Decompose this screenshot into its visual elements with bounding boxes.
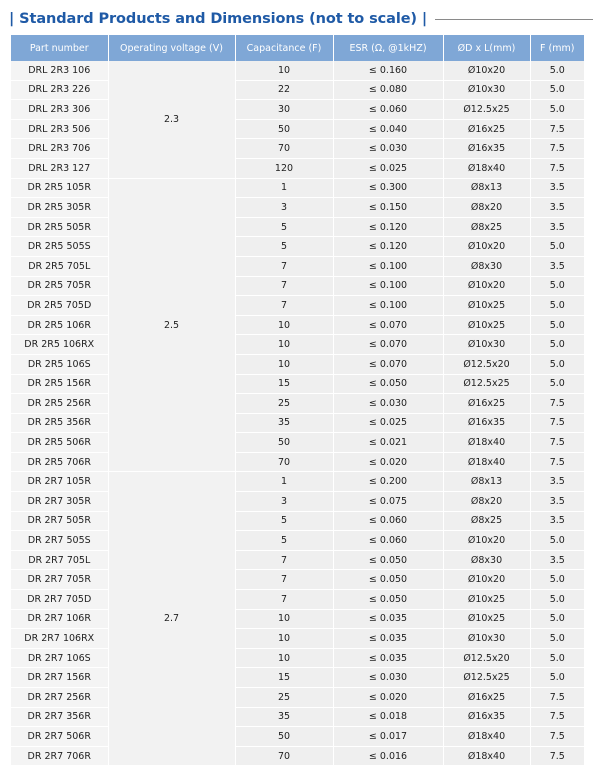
capacitance-cell: 5	[235, 511, 333, 531]
capacitance-cell: 7	[235, 590, 333, 610]
lead-spacing-cell: 7.5	[530, 394, 584, 414]
part-number-cell: DR 2R5 305R	[11, 198, 108, 218]
lead-spacing-cell: 7.5	[530, 433, 584, 453]
capacitance-cell: 10	[235, 629, 333, 649]
capacitance-cell: 10	[235, 648, 333, 668]
table-row	[11, 198, 584, 218]
esr-cell: ≤ 0.035	[333, 609, 443, 629]
dimensions-cell: Ø8x13	[443, 472, 530, 492]
part-number-cell: DRL 2R3 226	[11, 80, 108, 100]
part-number-cell: DR 2R5 256R	[11, 394, 108, 414]
part-number-cell: DR 2R7 705D	[11, 590, 108, 610]
part-number-cell: DR 2R5 106RX	[11, 335, 108, 355]
lead-spacing-cell: 3.5	[530, 492, 584, 512]
lead-spacing-cell: 5.0	[530, 531, 584, 551]
operating-voltage-cell: 2.3	[108, 61, 235, 178]
capacitance-cell: 3	[235, 492, 333, 512]
capacitance-cell: 5	[235, 531, 333, 551]
capacitance-cell: 5	[235, 237, 333, 257]
esr-cell: ≤ 0.160	[333, 61, 443, 80]
lead-spacing-cell: 5.0	[530, 276, 584, 296]
esr-cell: ≤ 0.020	[333, 452, 443, 472]
dimensions-cell: Ø8x20	[443, 198, 530, 218]
capacitance-cell: 50	[235, 119, 333, 139]
capacitance-cell: 7	[235, 550, 333, 570]
table-row	[11, 217, 584, 237]
products-table	[11, 35, 584, 766]
dimensions-cell: Ø10x25	[443, 609, 530, 629]
table-row	[11, 413, 584, 433]
dimensions-cell: Ø8x30	[443, 550, 530, 570]
capacitance-cell: 50	[235, 433, 333, 453]
capacitance-cell: 10	[235, 315, 333, 335]
dimensions-cell: Ø16x35	[443, 707, 530, 727]
table-row	[11, 256, 584, 276]
esr-cell: ≤ 0.060	[333, 511, 443, 531]
esr-cell: ≤ 0.080	[333, 80, 443, 100]
table-row	[11, 570, 584, 590]
table-row	[11, 139, 584, 159]
dimensions-cell: Ø10x25	[443, 590, 530, 610]
lead-spacing-cell: 7.5	[530, 727, 584, 747]
lead-spacing-cell: 5.0	[530, 61, 584, 80]
esr-cell: ≤ 0.020	[333, 688, 443, 708]
table-row	[11, 531, 584, 551]
capacitance-cell: 7	[235, 570, 333, 590]
capacitance-cell: 25	[235, 688, 333, 708]
lead-spacing-cell: 7.5	[530, 688, 584, 708]
dimensions-cell: Ø12.5x25	[443, 100, 530, 120]
esr-cell: ≤ 0.030	[333, 139, 443, 159]
part-number-cell: DR 2R7 305R	[11, 492, 108, 512]
table-row	[11, 80, 584, 100]
esr-cell: ≤ 0.030	[333, 668, 443, 688]
dimensions-cell: Ø16x25	[443, 394, 530, 414]
lead-spacing-cell: 3.5	[530, 550, 584, 570]
esr-cell: ≤ 0.100	[333, 276, 443, 296]
table-row	[11, 688, 584, 708]
table-row	[11, 511, 584, 531]
lead-spacing-cell: 5.0	[530, 590, 584, 610]
capacitance-cell: 5	[235, 217, 333, 237]
dimensions-cell: Ø8x25	[443, 511, 530, 531]
capacitance-cell: 30	[235, 100, 333, 120]
capacitance-cell: 70	[235, 452, 333, 472]
dimensions-cell: Ø16x35	[443, 413, 530, 433]
capacitance-cell: 15	[235, 374, 333, 394]
esr-cell: ≤ 0.040	[333, 119, 443, 139]
table-row	[11, 178, 584, 198]
esr-cell: ≤ 0.120	[333, 217, 443, 237]
esr-cell: ≤ 0.070	[333, 315, 443, 335]
part-number-cell: DR 2R7 505S	[11, 531, 108, 551]
part-number-cell: DR 2R7 705R	[11, 570, 108, 590]
esr-cell: ≤ 0.150	[333, 198, 443, 218]
esr-cell: ≤ 0.018	[333, 707, 443, 727]
capacitance-cell: 1	[235, 472, 333, 492]
lead-spacing-cell: 5.0	[530, 335, 584, 355]
lead-spacing-cell: 5.0	[530, 296, 584, 316]
capacitance-cell: 1	[235, 178, 333, 198]
capacitance-cell: 25	[235, 394, 333, 414]
part-number-cell: DRL 2R3 506	[11, 119, 108, 139]
part-number-cell: DR 2R5 706R	[11, 452, 108, 472]
lead-spacing-cell: 3.5	[530, 217, 584, 237]
table-row	[11, 746, 584, 766]
part-number-cell: DR 2R7 106RX	[11, 629, 108, 649]
dimensions-cell: Ø12.5x20	[443, 648, 530, 668]
esr-cell: ≤ 0.050	[333, 590, 443, 610]
table-row	[11, 707, 584, 727]
table-row	[11, 590, 584, 610]
dimensions-cell: Ø10x20	[443, 570, 530, 590]
capacitance-cell: 3	[235, 198, 333, 218]
capacitance-cell: 22	[235, 80, 333, 100]
lead-spacing-cell: 5.0	[530, 570, 584, 590]
dimensions-cell: Ø10x30	[443, 335, 530, 355]
header-capacitance: Capacitance (F)	[235, 35, 333, 61]
lead-spacing-cell: 7.5	[530, 746, 584, 766]
part-number-cell: DR 2R5 356R	[11, 413, 108, 433]
table-row	[11, 727, 584, 747]
dimensions-cell: Ø16x25	[443, 119, 530, 139]
part-number-cell: DRL 2R3 306	[11, 100, 108, 120]
dimensions-cell: Ø16x25	[443, 688, 530, 708]
dimensions-cell: Ø8x25	[443, 217, 530, 237]
part-number-cell: DRL 2R3 706	[11, 139, 108, 159]
header-esr: ESR (Ω, @1kHZ)	[333, 35, 443, 61]
header-operating-voltage: Operating voltage (V)	[108, 35, 235, 61]
lead-spacing-cell: 5.0	[530, 354, 584, 374]
dimensions-cell: Ø10x25	[443, 315, 530, 335]
dimensions-cell: Ø12.5x20	[443, 354, 530, 374]
capacitance-cell: 10	[235, 335, 333, 355]
dimensions-cell: Ø12.5x25	[443, 374, 530, 394]
esr-cell: ≤ 0.200	[333, 472, 443, 492]
esr-cell: ≤ 0.050	[333, 374, 443, 394]
capacitance-cell: 15	[235, 668, 333, 688]
operating-voltage-cell: 2.7	[108, 472, 235, 766]
dimensions-cell: Ø18x40	[443, 452, 530, 472]
dimensions-cell: Ø16x35	[443, 139, 530, 159]
table-row	[11, 61, 584, 80]
capacitance-cell: 10	[235, 61, 333, 80]
part-number-cell: DRL 2R3 106	[11, 61, 108, 80]
lead-spacing-cell: 5.0	[530, 609, 584, 629]
page-title: | Standard Products and Dimensions (not to scale) |	[9, 11, 428, 27]
esr-cell: ≤ 0.120	[333, 237, 443, 257]
part-number-cell: DR 2R5 705R	[11, 276, 108, 296]
lead-spacing-cell: 3.5	[530, 472, 584, 492]
lead-spacing-cell: 3.5	[530, 178, 584, 198]
esr-cell: ≤ 0.300	[333, 178, 443, 198]
part-number-cell: DR 2R7 106S	[11, 648, 108, 668]
esr-cell: ≤ 0.050	[333, 550, 443, 570]
part-number-cell: DR 2R7 106R	[11, 609, 108, 629]
dimensions-cell: Ø8x20	[443, 492, 530, 512]
part-number-cell: DR 2R7 506R	[11, 727, 108, 747]
esr-cell: ≤ 0.021	[333, 433, 443, 453]
header-dimensions: ØD x L(mm)	[443, 35, 530, 61]
part-number-cell: DR 2R7 505R	[11, 511, 108, 531]
operating-voltage-cell: 2.5	[108, 178, 235, 472]
dimensions-cell: Ø10x20	[443, 61, 530, 80]
part-number-cell: DR 2R5 506R	[11, 433, 108, 453]
lead-spacing-cell: 5.0	[530, 237, 584, 257]
lead-spacing-cell: 7.5	[530, 413, 584, 433]
dimensions-cell: Ø10x25	[443, 296, 530, 316]
table-row	[11, 433, 584, 453]
lead-spacing-cell: 3.5	[530, 198, 584, 218]
dimensions-cell: Ø10x20	[443, 531, 530, 551]
dimensions-cell: Ø10x30	[443, 80, 530, 100]
title-divider	[435, 19, 593, 20]
esr-cell: ≤ 0.035	[333, 629, 443, 649]
table-row	[11, 296, 584, 316]
dimensions-cell: Ø18x40	[443, 727, 530, 747]
title-bar	[9, 8, 593, 30]
esr-cell: ≤ 0.070	[333, 335, 443, 355]
part-number-cell: DR 2R7 705L	[11, 550, 108, 570]
esr-cell: ≤ 0.075	[333, 492, 443, 512]
lead-spacing-cell: 7.5	[530, 707, 584, 727]
table-row	[11, 394, 584, 414]
capacitance-cell: 70	[235, 139, 333, 159]
dimensions-cell: Ø8x30	[443, 256, 530, 276]
esr-cell: ≤ 0.016	[333, 746, 443, 766]
dimensions-cell: Ø18x40	[443, 746, 530, 766]
part-number-cell: DR 2R5 106S	[11, 354, 108, 374]
part-number-cell: DR 2R5 505S	[11, 237, 108, 257]
part-number-cell: DR 2R7 156R	[11, 668, 108, 688]
capacitance-cell: 50	[235, 727, 333, 747]
esr-cell: ≤ 0.035	[333, 648, 443, 668]
lead-spacing-cell: 7.5	[530, 139, 584, 159]
lead-spacing-cell: 3.5	[530, 256, 584, 276]
capacitance-cell: 10	[235, 609, 333, 629]
esr-cell: ≤ 0.100	[333, 296, 443, 316]
part-number-cell: DR 2R7 356R	[11, 707, 108, 727]
dimensions-cell: Ø10x30	[443, 629, 530, 649]
lead-spacing-cell: 7.5	[530, 119, 584, 139]
table-row	[11, 276, 584, 296]
lead-spacing-cell: 5.0	[530, 80, 584, 100]
lead-spacing-cell: 5.0	[530, 668, 584, 688]
table-row	[11, 648, 584, 668]
lead-spacing-cell: 7.5	[530, 452, 584, 472]
lead-spacing-cell: 3.5	[530, 511, 584, 531]
table-row	[11, 354, 584, 374]
table-row	[11, 119, 584, 139]
capacitance-cell: 120	[235, 158, 333, 178]
part-number-cell: DR 2R5 505R	[11, 217, 108, 237]
table-row	[11, 629, 584, 649]
dimensions-cell: Ø18x40	[443, 158, 530, 178]
esr-cell: ≤ 0.050	[333, 570, 443, 590]
dimensions-cell: Ø10x20	[443, 276, 530, 296]
capacitance-cell: 35	[235, 413, 333, 433]
lead-spacing-cell: 5.0	[530, 315, 584, 335]
part-number-cell: DR 2R7 105R	[11, 472, 108, 492]
table-row	[11, 609, 584, 629]
esr-cell: ≤ 0.025	[333, 413, 443, 433]
esr-cell: ≤ 0.017	[333, 727, 443, 747]
part-number-cell: DR 2R5 105R	[11, 178, 108, 198]
dimensions-cell: Ø12.5x25	[443, 668, 530, 688]
esr-cell: ≤ 0.060	[333, 531, 443, 551]
part-number-cell: DR 2R5 705L	[11, 256, 108, 276]
part-number-cell: DR 2R7 256R	[11, 688, 108, 708]
table-row	[11, 668, 584, 688]
table-row	[11, 374, 584, 394]
table-body	[11, 61, 584, 766]
esr-cell: ≤ 0.070	[333, 354, 443, 374]
esr-cell: ≤ 0.060	[333, 100, 443, 120]
part-number-cell: DR 2R7 706R	[11, 746, 108, 766]
esr-cell: ≤ 0.025	[333, 158, 443, 178]
header-lead-spacing: F (mm)	[530, 35, 584, 61]
dimensions-cell: Ø8x13	[443, 178, 530, 198]
part-number-cell: DR 2R5 156R	[11, 374, 108, 394]
capacitance-cell: 10	[235, 354, 333, 374]
table-row	[11, 237, 584, 257]
dimensions-cell: Ø10x20	[443, 237, 530, 257]
lead-spacing-cell: 7.5	[530, 158, 584, 178]
lead-spacing-cell: 5.0	[530, 648, 584, 668]
dimensions-cell: Ø18x40	[443, 433, 530, 453]
header-part-number: Part number	[11, 35, 108, 61]
lead-spacing-cell: 5.0	[530, 374, 584, 394]
table-row	[11, 335, 584, 355]
table-row	[11, 452, 584, 472]
esr-cell: ≤ 0.030	[333, 394, 443, 414]
capacitance-cell: 70	[235, 746, 333, 766]
table-row	[11, 100, 584, 120]
capacitance-cell: 7	[235, 276, 333, 296]
table-row	[11, 472, 584, 492]
table-row	[11, 492, 584, 512]
table-row	[11, 315, 584, 335]
part-number-cell: DR 2R5 106R	[11, 315, 108, 335]
esr-cell: ≤ 0.100	[333, 256, 443, 276]
part-number-cell: DR 2R5 705D	[11, 296, 108, 316]
lead-spacing-cell: 5.0	[530, 629, 584, 649]
lead-spacing-cell: 5.0	[530, 100, 584, 120]
capacitance-cell: 35	[235, 707, 333, 727]
table-row	[11, 158, 584, 178]
capacitance-cell: 7	[235, 256, 333, 276]
capacitance-cell: 7	[235, 296, 333, 316]
table-row	[11, 550, 584, 570]
part-number-cell: DRL 2R3 127	[11, 158, 108, 178]
header-row	[11, 35, 584, 61]
